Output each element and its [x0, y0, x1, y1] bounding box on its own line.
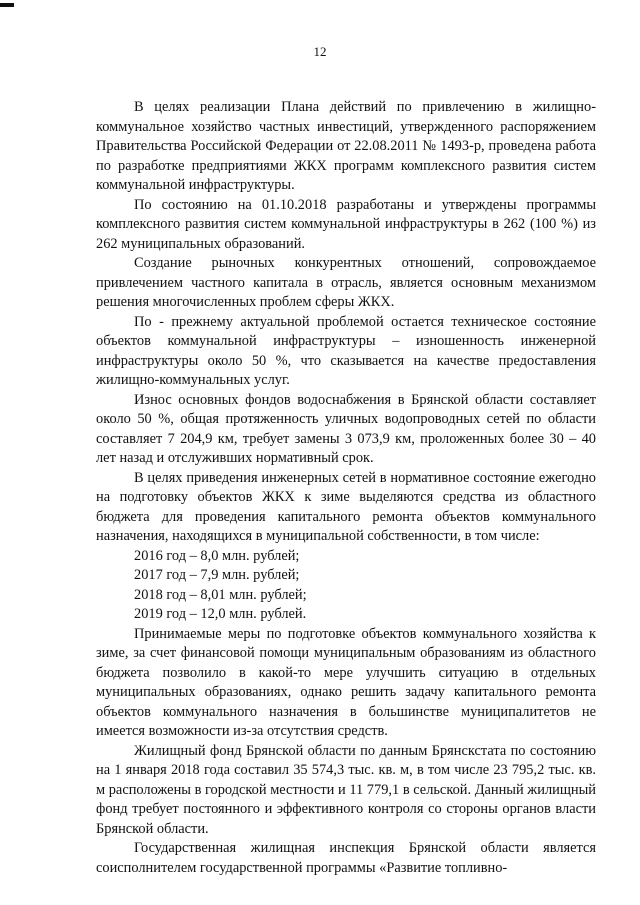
funding-list-item-2016: 2016 год – 8,0 млн. рублей;	[134, 547, 300, 564]
funding-list-item-2018: 2018 год – 8,01 млн. рублей;	[134, 586, 307, 603]
document-body	[96, 98, 596, 878]
paragraph-investment-plan: В целях реализации Плана действий по привлечению в жилищно-коммунальное хозяйство частных инвестиций, утвержденного распоряжением Правительства Российской Федерации от 22.08.2011 № 1493-р, проведена работа по разработке предприятиями ЖКХ программ комплексного развития систем коммунальной инфраструктуры.	[96, 99, 596, 193]
paragraph-housing-stock: Жилищный фонд Брянской области по данным Брянскстата по состоянию на 1 января 2018 года составил 35 574,3 тыс. кв. м, в том числе 23 795,2 тыс. кв. м расположены в городской местности и 11 779,1 в сельской. Данный жилищный фонд требует постоянного и эффективного контроля со стороны органов власти Брянской области.	[96, 742, 596, 837]
page-number: 12	[313, 44, 327, 59]
paragraph-programs-status: По состоянию на 01.10.2018 разработаны и утверждены программы комплексного развития систем коммунальной инфраструктуры в 262 (100 %) из 262 муниципальных образований.	[96, 196, 596, 252]
paragraph-market-relations: Создание рыночных конкурентных отношений, сопровождаемое привлечением частного капитала в отрасль, является основным механизмом решения многочисленных проблем сферы ЖКХ.	[96, 255, 596, 310]
paragraph-water-supply-wear: Износ основных фондов водоснабжения в Брянской области составляет около 50 %, общая протяженность уличных водопроводных сетей по области составляет 7 204,9 км, требует замены 3 073,9 км, проложенных более 30 – 40 лет назад и отслуживших нормативный срок.	[96, 391, 596, 466]
paragraph-infrastructure-condition: По - прежнему актуальной проблемой остается техническое состояние объектов коммунальной инфраструктуры – изношенность инженерной инфраструктуры около 50 %, что сказывается на качестве предоставления жилищно-коммунальных услуг.	[96, 313, 596, 388]
paragraph-winter-preparation: Принимаемые меры по подготовке объектов коммунального хозяйства к зиме, за счет финансовой помощи муниципальным образованиям из областного бюджета позволило в какой-то мере улучшить ситуацию в отдельных муниципальных образованиях, однако решить задачу капитального ремонта объектов коммунального назначения в большинстве муниципалитетов не имеется возможности из-за отсутствия средств.	[96, 625, 596, 739]
paragraph-budget-funding: В целях приведения инженерных сетей в нормативное состояние ежегодно на подготовку объектов ЖКХ к зиме выделяются средства из областного бюджета для проведения капитального ремонта объектов коммунального назначения, находящихся в муниципальной собственности, в том числе:	[96, 469, 596, 544]
funding-list-item-2017: 2017 год – 7,9 млн. рублей;	[134, 567, 300, 583]
paragraph-housing-inspection: Государственная жилищная инспекция Брянской области является соисполнителем государственной программы «Развитие топливно-	[96, 840, 596, 876]
funding-list-item-2019: 2019 год – 12,0 млн. рублей.	[134, 606, 307, 622]
scan-corner-mark	[0, 3, 14, 7]
